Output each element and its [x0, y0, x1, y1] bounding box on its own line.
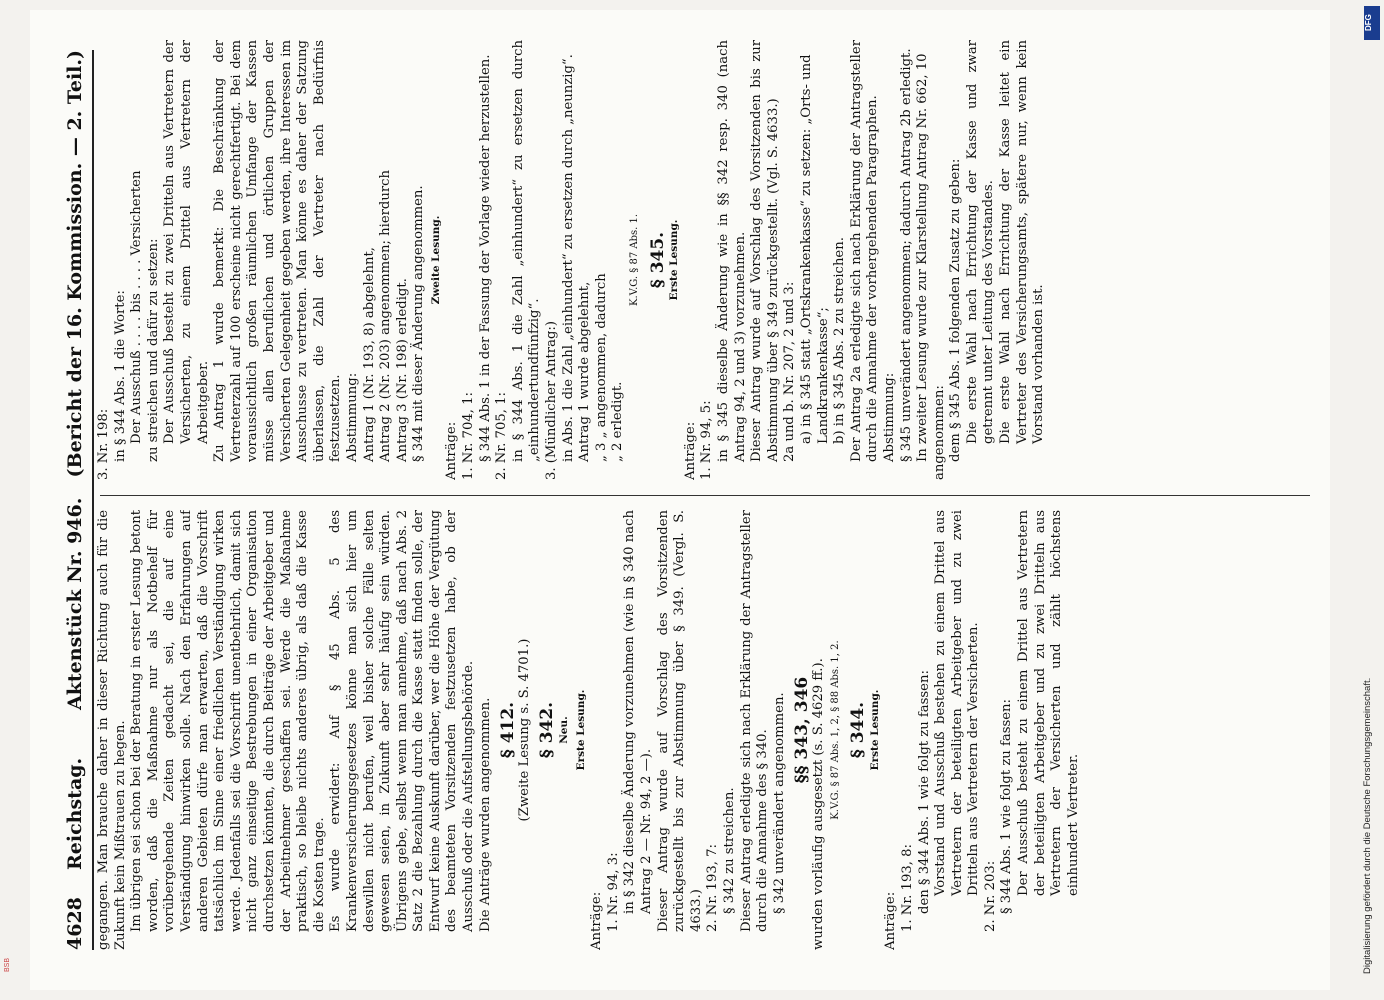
paragraph: (Zweite Lesung s. S. 4701.)	[516, 638, 532, 822]
paragraph: 3. (Mündlicher Antrag:)	[544, 321, 560, 480]
paragraph: Erste Lesung.	[574, 689, 587, 771]
paragraph: a) in § 345 statt „Ortskrankenkasse“ zu setzen: „Orts- und Landkrankenkasse“;	[798, 54, 831, 444]
paragraph: in § 344 Abs. 1 die Worte:	[112, 290, 128, 462]
paragraph: Anträge:	[589, 891, 605, 950]
paragraph: K.V.G. § 87 Abs. 1.	[629, 213, 640, 307]
paragraph: Der Ausschuß besteht zu einem Drittel aus Vertretern der beteiligten Arbeitgeber und zu zwei Dritteln aus Vertretern der Versicherten und zählt höchstens einhundert Vertreter.	[1016, 510, 1081, 896]
paragraph: Der Ausschuß besteht zu zwei Dritteln aus Vertretern der Versicherten, zu einem Drittel aus Vertretern der Arbeitgeber.	[162, 40, 211, 444]
paragraph: in § 342 dieselbe Änderung vorzunehmen (wie in § 340 nach Antrag 2 — Nr. 94, 2 —).	[622, 510, 654, 914]
paragraph: In zweiter Lesung wurde zur Klarstellung Antrag Nr. 662, 10	[915, 53, 931, 462]
digitization-note	[1362, 14, 1382, 994]
header-left-title: Reichstag.	[64, 757, 86, 870]
paragraph: § 342 zu streichen.	[721, 787, 737, 914]
paragraph: § 412.	[498, 701, 519, 759]
paragraph: Es wurde erwidert: Auf § 45 Abs. 5 des Krankenversicherungsgesetzes könne man sich hier um deswillen nicht berufen, weil bisher solche Fälle selten gewesen seien, in Zukunft aber sehr häufig sein würden. Übrigens gebe, selbst wenn man annehme, daß nach Abs. 2 Satz 2 die Bezahlung durch die Kasse statt finden solle, der Entwurf keine Auskunft darüber, wer die Höhe der Vergütung des beamteten Vorsitzenden festzusetzen habe, ob der Ausschuß oder die Aufstellungsbehörde.	[328, 510, 477, 932]
paragraph: Erste Lesung.	[868, 689, 881, 771]
paragraph: gegangen. Man brauche daher in dieser Richtung auch für die Zukunft kein Mißtrauen zu hegen.	[96, 510, 128, 950]
paragraph: Abstimmung:	[344, 372, 360, 462]
paragraph: § 344.	[848, 701, 869, 759]
paragraph: wurden vorläufig ausgesetzt (s. S. 4629 ff.).	[810, 658, 826, 950]
paragraph: „ 3 „ angenommen, dadurch	[593, 273, 609, 462]
paragraph: Dieser Antrag erledigte sich nach Erklärung der Antragsteller durch die Annahme des § 340.	[738, 510, 771, 932]
paragraph: 2a und b. Nr. 207, 2 und 3:	[782, 281, 798, 462]
paragraph: 1. Nr. 94, 3:	[605, 852, 621, 932]
paragraph: Zu Antrag 1 wurde bemerkt: Die Beschränkung der Vertreterzahl auf 100 erscheine nicht gerechtfertigt. Bei dem voraussichtlich großen räumlichen Umfange der Kassen müsse allen beruflichen und örtlichen Gruppen der Versicherten Gelegenheit gegeben werden, ihre Interessen im Ausschusse zu vertreten. Man könne es daher der Satzung überlassen, die Zahl der Vertreter nach Bedürfnis festzusetzen.	[212, 40, 344, 462]
paragraph: in Abs. 1 die Zahl „einhundert“ zu ersetzen durch „neunzig“.	[560, 54, 576, 462]
page-number: 4628	[64, 897, 86, 950]
paragraph: angenommen:	[931, 385, 947, 480]
paragraph: § 344 mit dieser Änderung angenommen.	[411, 185, 427, 462]
column-right	[96, 40, 1310, 480]
dfg-logo: DFG	[1364, 6, 1380, 40]
paragraph: Der Ausschuß . . . . bis . . . . Versicherten	[129, 170, 145, 444]
paragraph: § 342.	[537, 701, 558, 759]
paragraph: Erste Lesung.	[668, 219, 681, 301]
paragraph: Anträge:	[444, 421, 460, 480]
paragraph: Im übrigen sei schon bei der Beratung in erster Lesung betont worden, daß die Maßnahme nur als Notbehelf für vorübergehende Zeiten gedacht sei, die auf eine Verständigung hinwirken solle. Nach den Erfahrungen auf anderen Gebieten dürfe man erwarten, daß die Vorschrift tatsächlich im Sinne einer friedlichen Verständigung wirken werde. Jedenfalls sei die Vorschrift unentbehrlich, damit sich nicht ganz einseitige Bestrebungen in einer Organisation durchsetzen könnten, die durch Beiträge der Arbeitgeber und der Arbeitnehmer geschaffen sei. Werde die Maßnahme praktisch, so bleibe nichts anderes übrig, als daß die Kasse die Kosten trage.	[129, 510, 327, 932]
paragraph: 2. Nr. 193, 7:	[705, 844, 721, 932]
paragraph: Zweite Lesung.	[429, 215, 442, 305]
paragraph: den § 344 Abs. 1 wie folgt zu fassen:	[916, 670, 932, 914]
paragraph: in § 344 Abs. 1 die Zahl „einhundert“ zu ersetzen durch „einhundertundfünfzig“.	[510, 40, 543, 462]
paragraph: § 342 unverändert angenommen.	[771, 692, 787, 914]
paragraph: § 344 Abs. 1 wie folgt zu fassen:	[999, 699, 1015, 914]
paragraph: § 345.	[647, 231, 668, 289]
page-header	[50, 50, 94, 950]
paragraph: §§ 343, 346	[792, 676, 813, 784]
paragraph: Vorstand und Ausschuß bestehen zu einem Drittel aus Vertretern der beteiligten Arbeitgeber und zu zwei Dritteln aus Vertretern der Versicherten.	[933, 510, 982, 896]
paragraph: 1. Nr. 193, 8:	[899, 844, 915, 932]
bsb-mark: BSB	[4, 957, 11, 972]
paragraph: zu streichen und dafür zu setzen:	[145, 238, 161, 462]
digitization-note-text: Digitalisierung gefördert durch die Deutsche Forschungsgemeinschaft.	[1362, 677, 1373, 974]
column-divider	[100, 495, 1310, 496]
paragraph: Antrag 2 (Nr. 203) angenommen; hierdurch	[378, 169, 394, 462]
paragraph: Der Antrag 2a erledigte sich nach Erklärung der Antragsteller durch die Annahme der vorhergehenden Paragraphen.	[848, 40, 881, 462]
paragraph: Dieser Antrag wurde auf Vorschlag des Vorsitzenden bis zur Abstimmung über § 349 zurückgestellt. (Vgl. S. 4633.)	[749, 40, 781, 462]
paragraph: K.V.G. § 87 Abs. 1, 2, § 88 Abs. 1, 2.	[829, 640, 841, 820]
header-center-title: Aktenstück Nr. 946.	[64, 497, 86, 710]
column-left	[96, 510, 1310, 950]
paragraph: Antrag 1 (Nr. 193, 8) abgelehnt,	[361, 247, 377, 462]
paragraph: Abstimmung:	[881, 372, 897, 462]
header-right-title: (Bericht der 16. Kommission. — 2. Teil.)	[64, 50, 86, 478]
paragraph: 3. Nr. 198:	[96, 408, 111, 480]
paragraph: Die erste Wahl nach Errichtung der Kasse leitet ein Vertreter des Versicherungsamts, spätere nur, wenn kein Vorstand vorhanden ist.	[998, 40, 1047, 444]
rotated-page	[30, 10, 1330, 990]
paragraph: 1. Nr. 704, 1:	[461, 392, 477, 480]
paragraph: 2. Nr. 705, 1:	[494, 392, 510, 480]
paragraph: 1. Nr. 94, 5:	[699, 400, 715, 480]
paragraph: § 344 Abs. 1 in der Fassung der Vorlage wieder herzustellen.	[477, 54, 493, 462]
paragraph: dem § 345 Abs. 1 folgenden Zusatz zu geben:	[948, 158, 964, 462]
paragraph: Antrag 1 wurde abgelehnt,	[577, 281, 593, 462]
paragraph: b) in § 345 Abs. 2 zu streichen.	[832, 237, 848, 444]
paragraph: 2. Nr. 203:	[982, 860, 998, 932]
paragraph: § 345 unverändert angenommen; dadurch Antrag 2b erledigt.	[898, 48, 914, 462]
paragraph: „ 2 erledigt.	[610, 381, 626, 462]
paragraph: in § 345 dieselbe Änderung wie in §§ 342 resp. 340 (nach Antrag 94, 2 und 3) vorzunehmen.	[715, 40, 748, 462]
paragraph: Dieser Antrag wurde auf Vorschlag des Vorsitzenden zurückgestellt bis zur Abstimmung über § 349. (Vergl. S. 4633.)	[655, 510, 704, 932]
paragraph: Die Anträge wurden angenommen.	[477, 697, 493, 932]
paragraph: Neu.	[558, 716, 571, 744]
paragraph: Anträge:	[682, 421, 698, 480]
paragraph: Die erste Wahl nach Errichtung der Kasse und zwar getrennt unter Leitung des Vorstandes.	[964, 40, 997, 444]
paragraph: Antrag 3 (Nr. 198) erledigt.	[394, 278, 410, 462]
paragraph: Anträge:	[883, 891, 899, 950]
